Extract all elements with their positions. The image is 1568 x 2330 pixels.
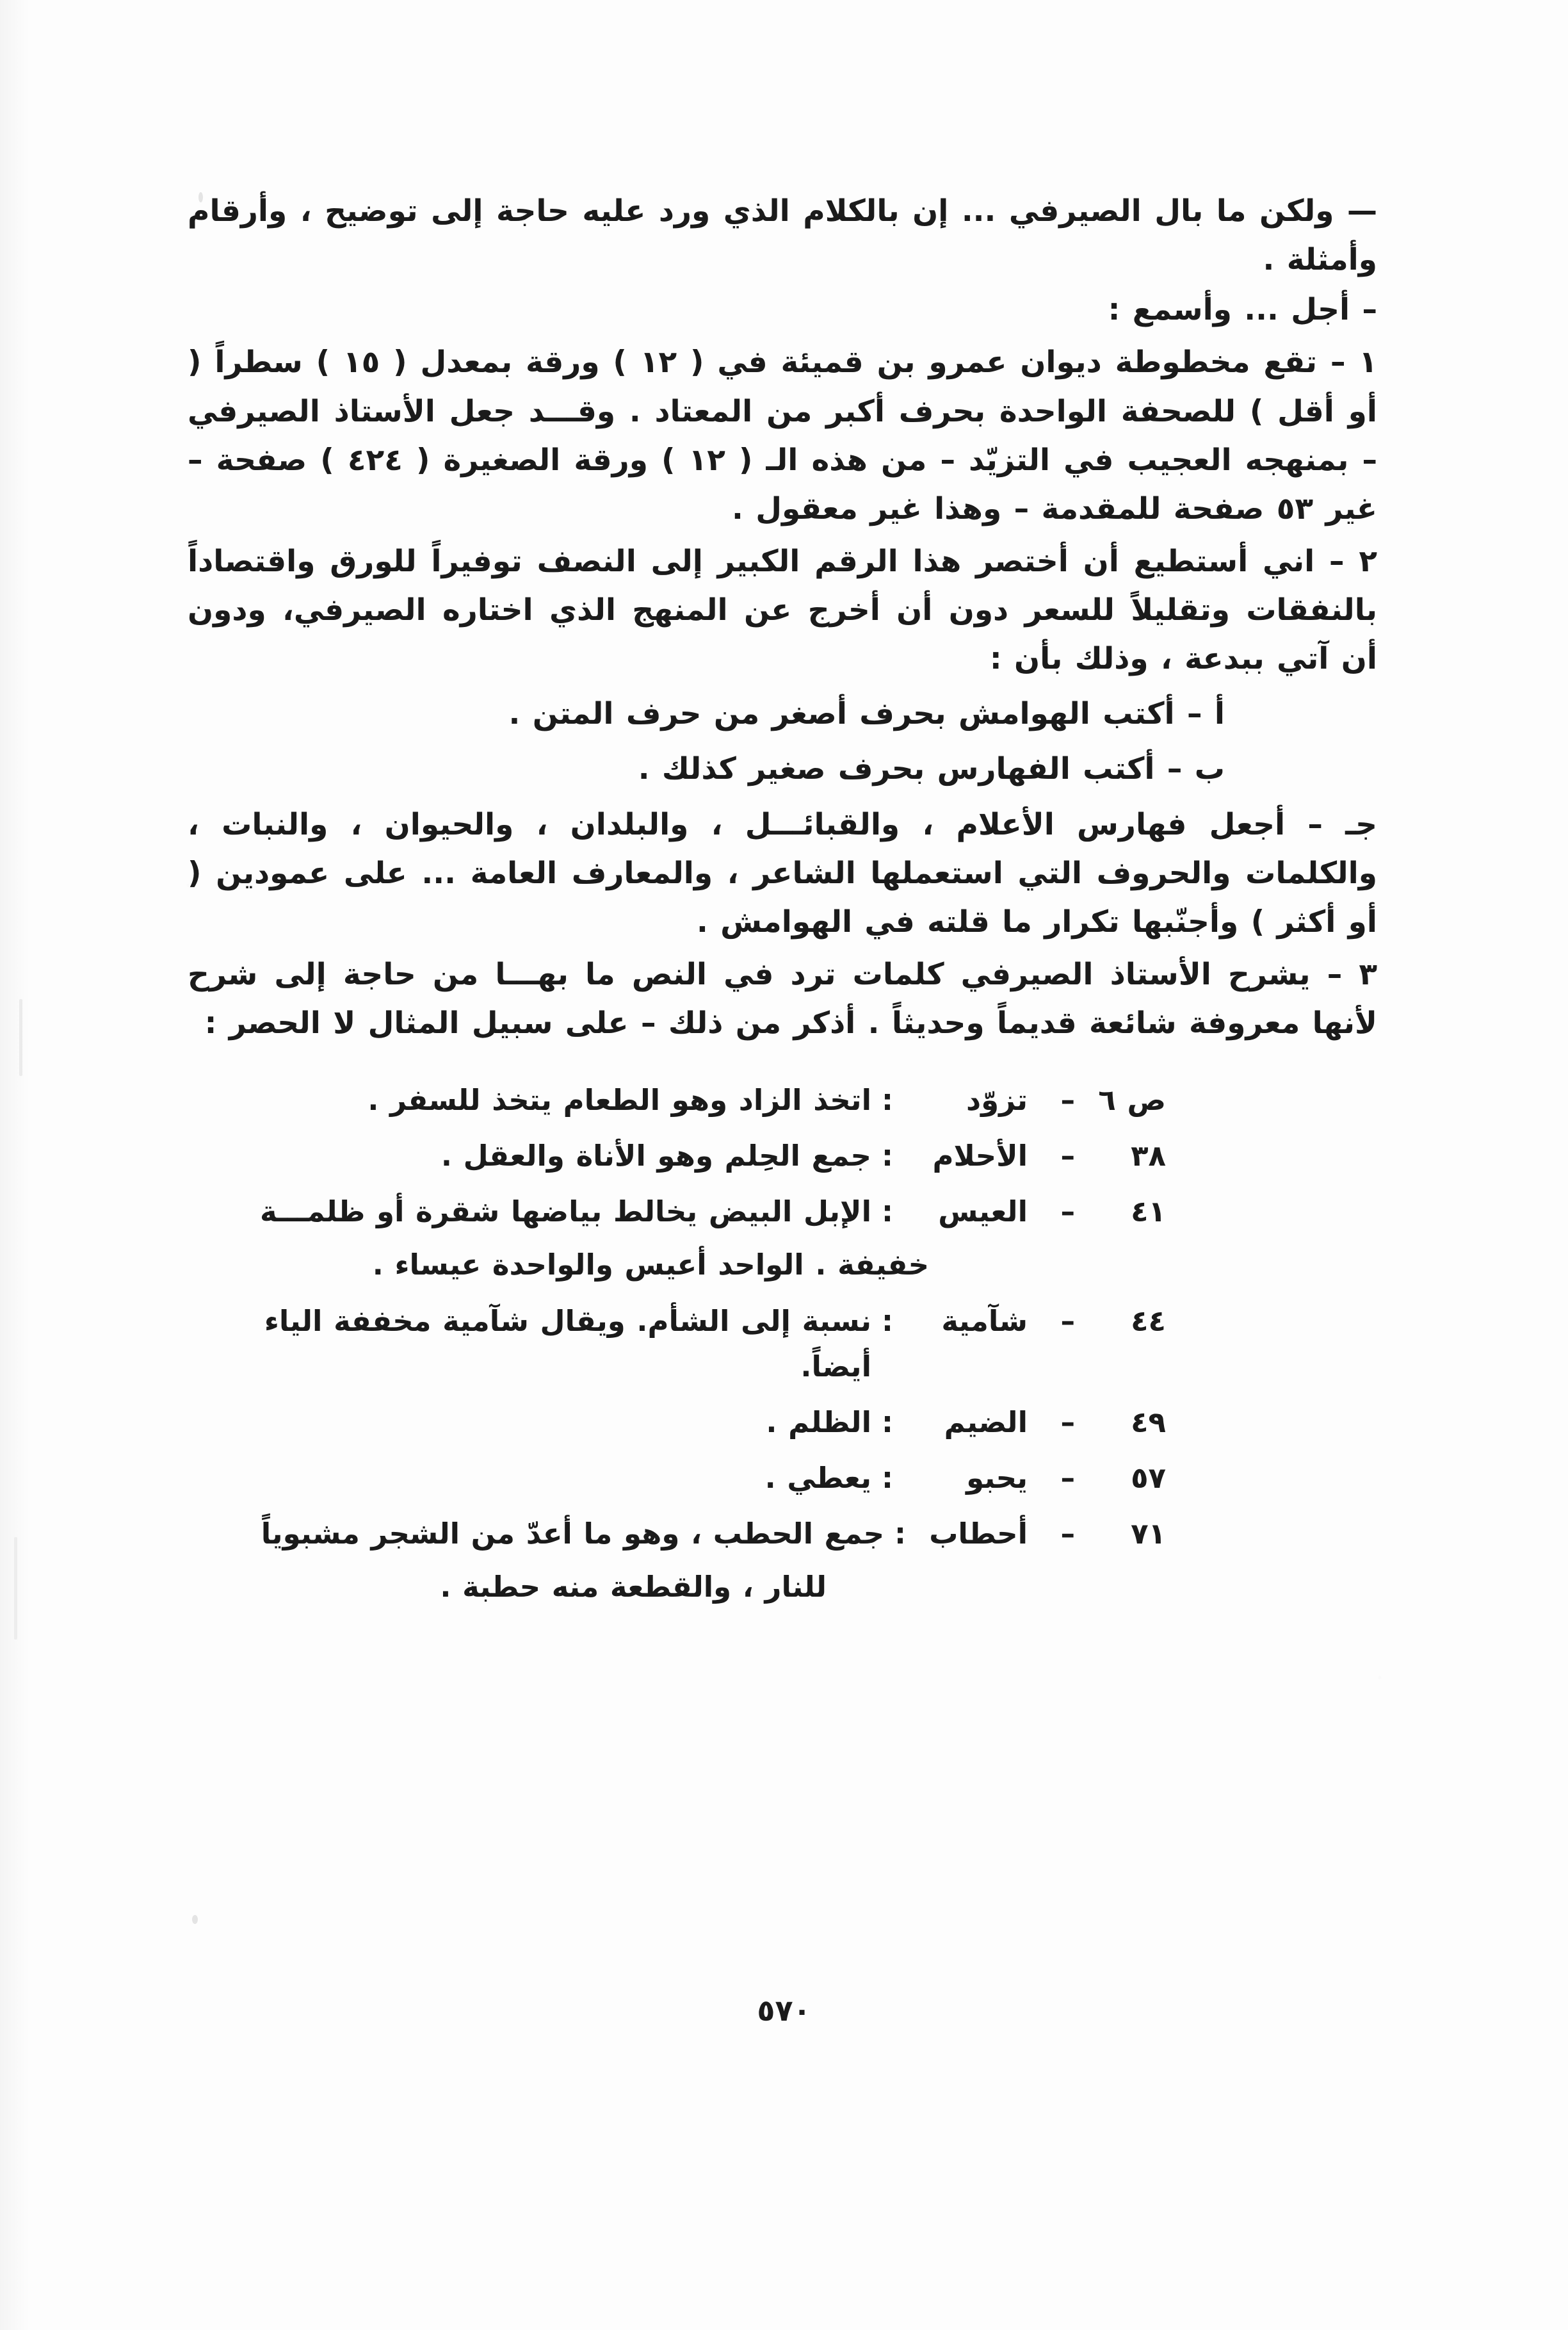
glossary-definition: جمع الحِلم وهو الأناة والعقل . [440,1139,871,1173]
glossary-headword: تزوّد [966,1083,1028,1118]
glossary-headword: أحطاب [929,1516,1028,1551]
glossary-dash: – [1060,1303,1075,1338]
scan-speck [192,1915,198,1924]
glossary-headword: يحبو [966,1460,1028,1495]
page-edge-shading [0,0,29,2330]
page-text-body [188,187,1377,1620]
glossary-row [188,1511,1377,1556]
page-number: ٥٧٠ [757,1993,811,2028]
glossary-list [188,1077,1377,1609]
glossary-colon: : [882,1139,893,1173]
sub-item-alef: أ – أكتب الهوامش بحرف أصغر من حرف المتن . [508,696,1225,732]
glossary-definition-continuation: للنار ، والقطعة منه حطبة . [440,1569,827,1604]
scan-speck [14,1537,17,1640]
glossary-dash: – [1060,1194,1075,1229]
glossary-page-number: ٣٨ [1131,1139,1166,1173]
glossary-dash: – [1060,1139,1075,1173]
glossary-row [188,1298,1377,1389]
dialogue-line-2: – أجل ... وأسمع : [1108,292,1377,328]
glossary-colon: : [882,1194,893,1229]
sub-item-jeem: جـ – أجعل فهارس الأعلام ، والقبائـــل ، والبلدان ، والحيوان ، والنبات ، والكلمات والحروف التي استعملها الشاعر ، والمعارف العامة ... على عمودين ( أو أكثر ) وأجنّبها تكرار ما قلته في الهوامش . [188,806,1377,940]
numbered-item-1: ١ – تقع مخطوطة ديوان عمرو بن قميئة في ( ١٢ ) ورقة بمعدل ( ١٥ ) سطراً ( أو أقل ) للصحفة الواحدة بحرف أكبر من المعتاد . وقـــد جعل الأستاذ الصيرفي – بمنهجه العجيب في التزيّد – من هذه الـ ( ١٢ ) ورقة الصغيرة ( ٤٢٤ ) صفحة – غير ٥٣ صفحة للمقدمة – وهذا غير معقول . [188,345,1378,526]
glossary-headword: العيس [938,1194,1028,1229]
glossary-headword: الضيم [944,1405,1028,1439]
glossary-row [188,1399,1377,1445]
glossary-page-number: ٧١ [1131,1516,1166,1551]
sub-item-ba: ب – أكتب الفهارس بحرف صغير كذلك . [638,751,1225,787]
glossary-row [188,1455,1377,1501]
glossary-definition: نسبة إلى الشأم. ويقال شآمية مخففة الياء أيضاً. [264,1303,871,1383]
glossary-page-number: ٤٩ [1131,1405,1166,1439]
numbered-item-2: ٢ – اني أستطيع أن أختصر هذا الرقم الكبير إلى النصف توفيراً للورق واقتصاداً بالنفقات وتقليلاً للسعر دون أن أخرج عن المنهج الذي اختاره الصيرفي، ودون أن آتي ببدعة ، وذلك بأن : [188,543,1377,677]
glossary-row [188,1189,1377,1234]
numbered-item-3: ٣ – يشرح الأستاذ الصيرفي كلمات ترد في النص ما بهـــا من حاجة إلى شرح لأنها معروفة شائعة قديماً وحديثاً . أذكر من ذلك – على سبيل المثال لا الحصر : [188,956,1377,1041]
glossary-dash: – [1060,1083,1075,1118]
glossary-colon: : [894,1516,906,1551]
glossary-definition: الإبل البيض يخالط بياضها شقرة أو ظلمـــة [260,1194,871,1229]
glossary-colon: : [882,1460,893,1495]
glossary-page-number: ٤٤ [1131,1303,1166,1338]
glossary-definition: اتخذ الزاد وهو الطعام يتخذ للسفر . [368,1083,871,1118]
glossary-row [188,1077,1377,1123]
glossary-row [188,1133,1377,1178]
glossary-headword: شآمية [941,1303,1028,1338]
glossary-definition: جمع الحطب ، وهو ما أعدّ من الشجر مشبوياً [261,1516,884,1551]
glossary-page-number: ٤١ [1131,1194,1166,1229]
glossary-page-number: ٥٧ [1131,1460,1166,1495]
glossary-dash: – [1060,1405,1075,1439]
glossary-headword: الأحلام [932,1139,1028,1173]
glossary-dash: – [1060,1460,1075,1495]
glossary-colon: : [882,1405,893,1439]
glossary-definition: الظلم . [766,1405,871,1439]
glossary-colon: : [882,1083,893,1118]
scan-speck [19,999,22,1076]
glossary-definition-continuation: خفيفة . الواحد أعيس والواحدة عيساء . [372,1248,929,1282]
glossary-colon: : [882,1303,893,1338]
dialogue-line-1: — ولكن ما بال الصيرفي ... إن بالكلام الذي ورد عليه حاجة إلى توضيح ، وأرقام وأمثلة . [188,193,1377,278]
glossary-definition: يعطي . [764,1460,871,1495]
glossary-page-number: ص ٦ [1098,1083,1166,1118]
glossary-dash: – [1060,1516,1075,1551]
